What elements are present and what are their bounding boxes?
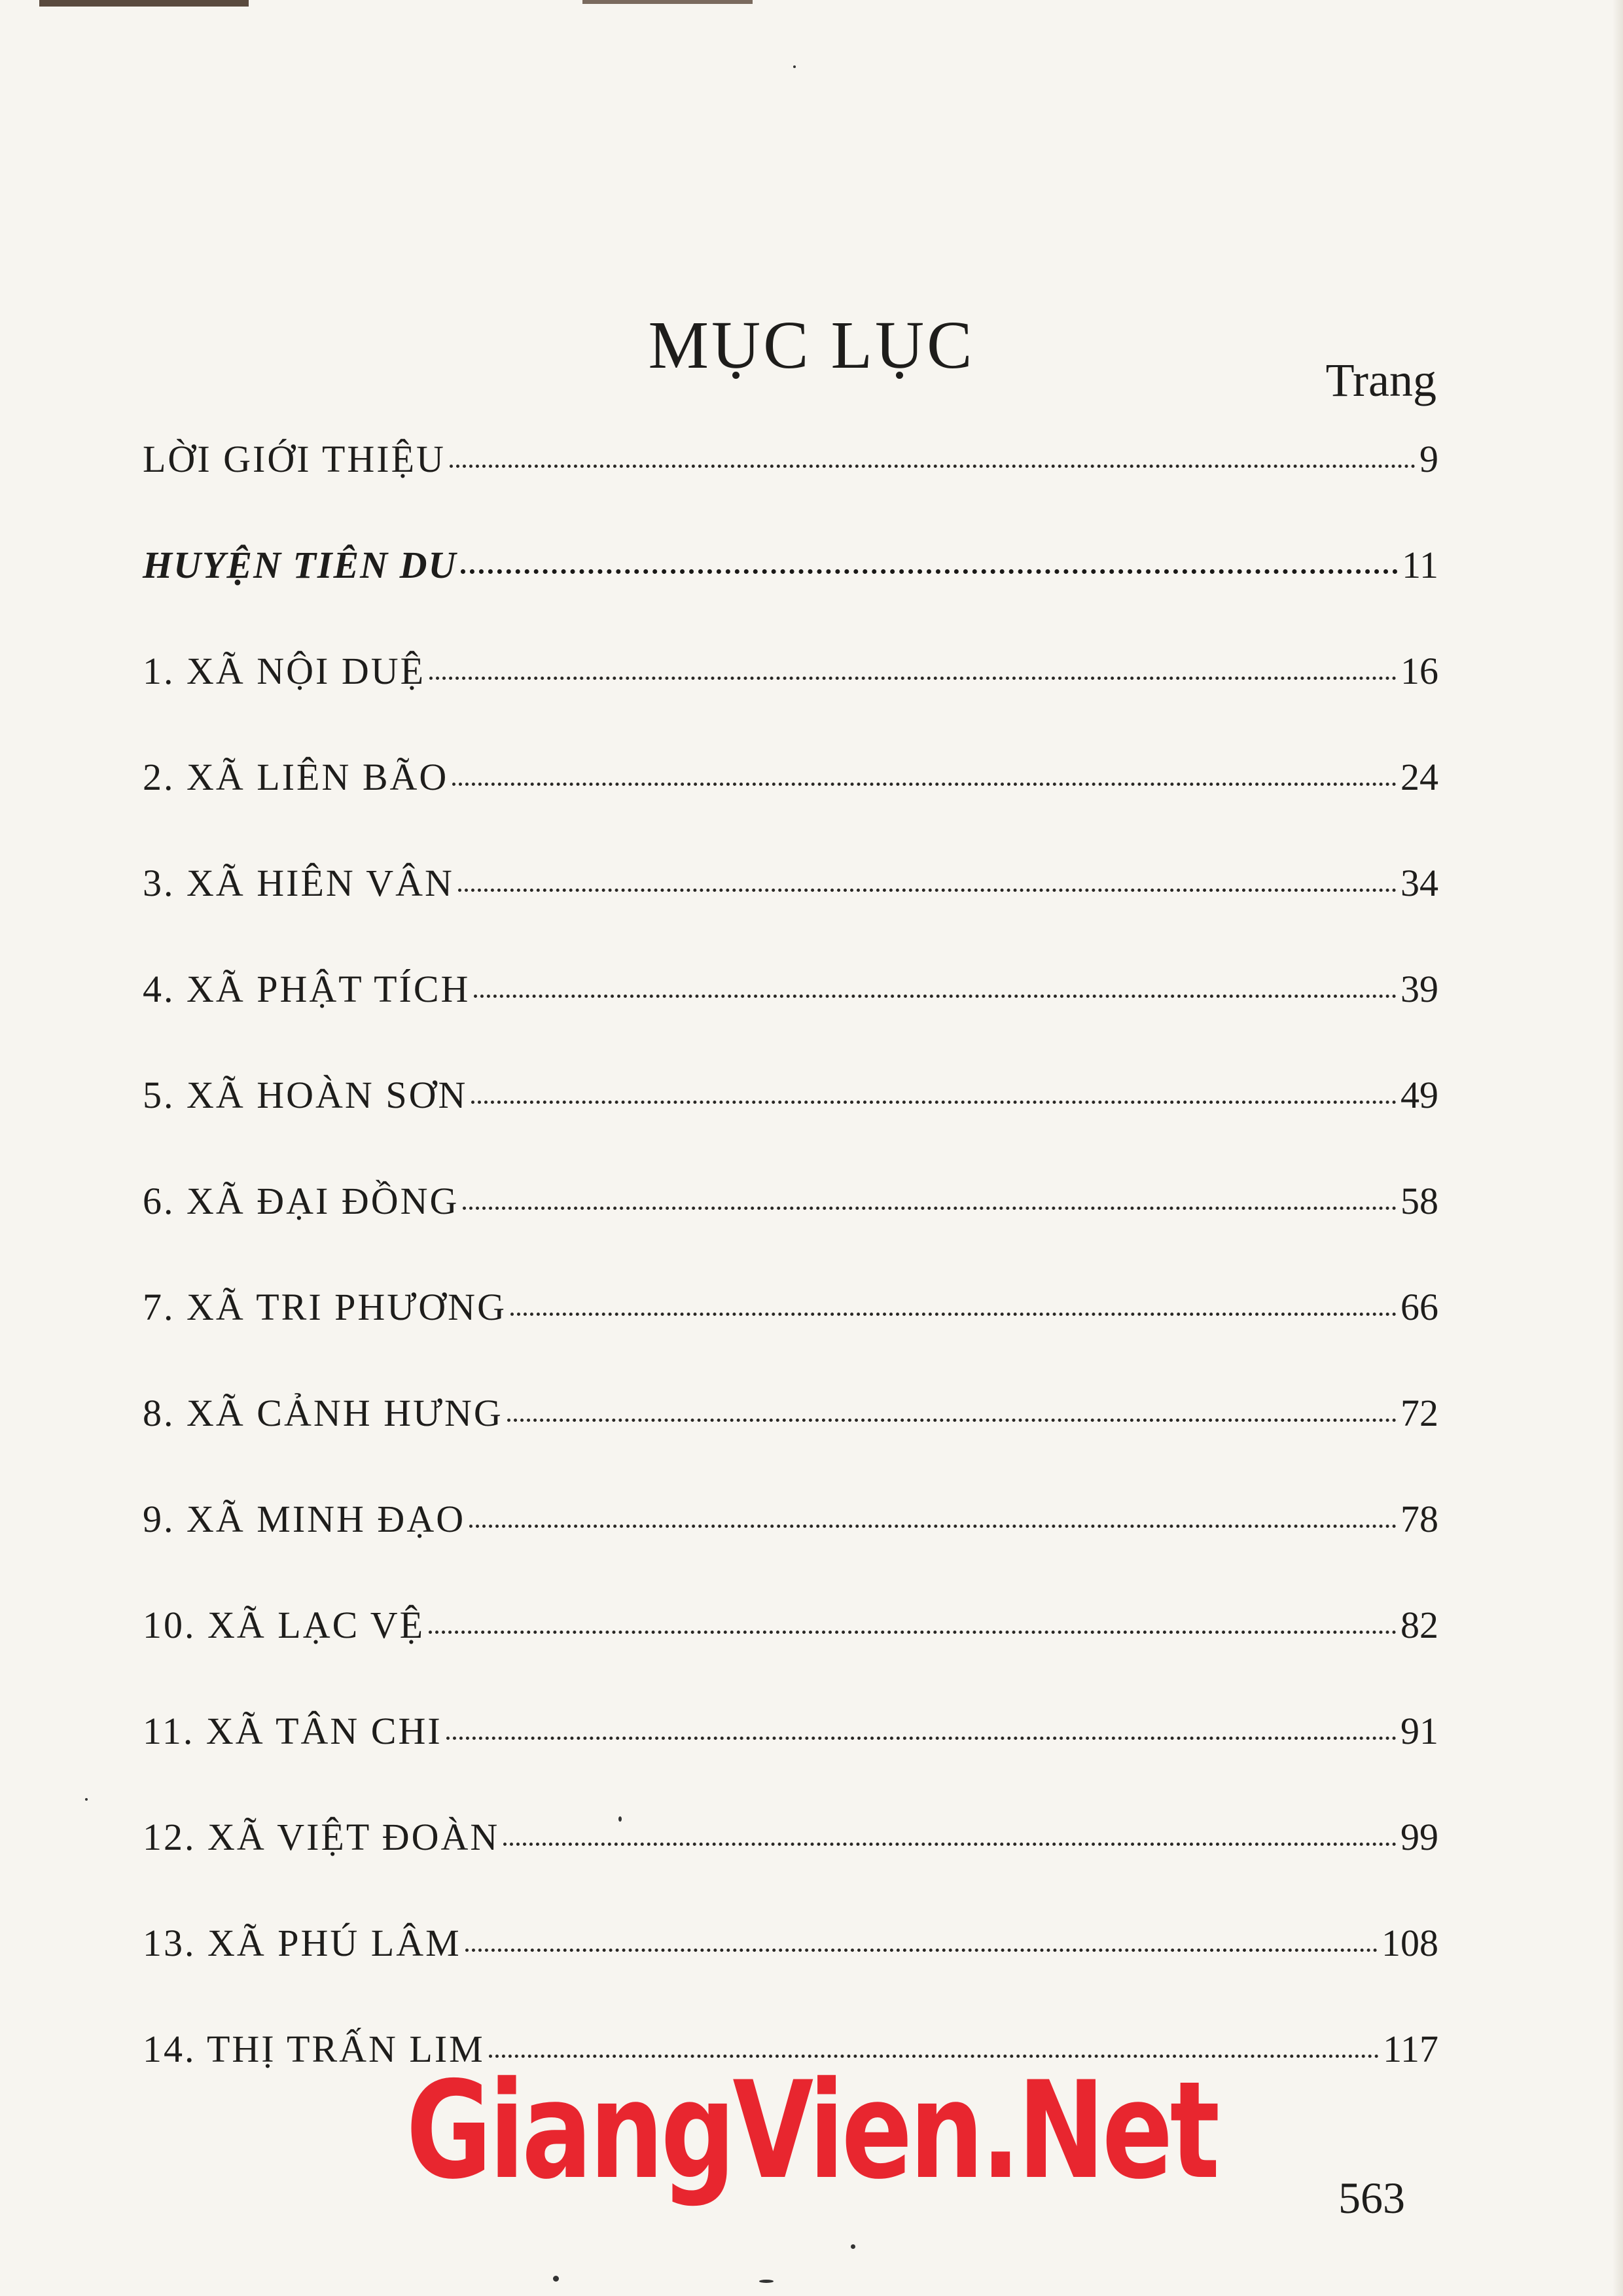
page-title: MỤC LỤC	[648, 307, 975, 383]
toc-entry	[143, 1285, 1438, 1348]
toc-entry-label: 10. XÃ LẠC VỆ	[143, 1604, 425, 1646]
toc-entry	[143, 1815, 1438, 1878]
toc-entry-page: 99	[1400, 1816, 1438, 1858]
toc-entry-page: 34	[1400, 862, 1438, 904]
toc-section-heading	[143, 543, 1438, 606]
toc-entry-page: 9	[1419, 438, 1438, 480]
toc-leader-dots	[463, 1207, 1397, 1210]
toc-entry-label: 8. XÃ CẢNH HƯNG	[143, 1392, 503, 1434]
toc-entry	[143, 1391, 1438, 1454]
toc-entry-label: 5. XÃ HOÀN SƠN	[143, 1074, 468, 1116]
toc-entry-page: 78	[1400, 1498, 1438, 1540]
toc-entry	[143, 1179, 1438, 1242]
toc-leader-dots	[461, 569, 1398, 574]
toc-leader-dots	[471, 1101, 1397, 1104]
scan-speck	[553, 2276, 559, 2282]
toc-entry-label: LỜI GIỚI THIỆU	[143, 438, 446, 480]
toc-entry-label: 13. XÃ PHÚ LÂM	[143, 1922, 461, 1964]
toc-entry-page: 11	[1402, 544, 1438, 586]
toc-leader-dots	[429, 1631, 1397, 1634]
toc-leader-dots	[450, 465, 1416, 468]
toc-leader-dots	[469, 1525, 1397, 1528]
toc-entry	[143, 437, 1438, 500]
toc-leader-dots	[446, 1737, 1397, 1740]
scan-speck	[85, 1798, 88, 1801]
toc-entry	[143, 861, 1438, 924]
toc-entry-label: 12. XÃ VIỆT ĐOÀN	[143, 1816, 500, 1858]
toc-entry-label: 6. XÃ ĐẠI ĐỒNG	[143, 1180, 459, 1222]
page-column-header: Trang	[1325, 354, 1436, 406]
toc-entry	[143, 1497, 1438, 1560]
toc-entry-page: 39	[1400, 968, 1438, 1010]
scan-speck	[793, 65, 796, 68]
toc-entry-label: 3. XÃ HIÊN VÂN	[143, 862, 454, 904]
toc-entry-page: 117	[1383, 2028, 1438, 2070]
toc-leader-dots	[452, 783, 1397, 786]
watermark-logo: GiangVien.Net	[406, 2053, 1217, 2209]
toc-leader-dots	[474, 995, 1397, 998]
toc-entry-label: 11. XÃ TÂN CHI	[143, 1710, 442, 1752]
toc-leader-dots	[510, 1313, 1397, 1316]
toc-entry	[143, 967, 1438, 1030]
toc-entry	[143, 1709, 1438, 1772]
toc-entry-label: 9. XÃ MINH ĐẠO	[143, 1498, 466, 1540]
toc-entry-page: 66	[1400, 1286, 1438, 1328]
toc-entry-page: 58	[1400, 1180, 1438, 1222]
scan-speck	[618, 1816, 622, 1822]
scan-speck	[851, 2244, 855, 2249]
toc-entry	[143, 649, 1438, 712]
toc-entry-page: 108	[1382, 1922, 1438, 1964]
toc-entry	[143, 1603, 1438, 1666]
scan-edge-top-center	[582, 0, 753, 4]
toc-entry-label: 1. XÃ NỘI DUỆ	[143, 650, 426, 692]
toc-entry-label: 2. XÃ LIÊN BÃO	[143, 756, 449, 798]
toc-leader-dots	[465, 1949, 1378, 1952]
toc-entry	[143, 1073, 1438, 1136]
toc-entry-label: 14. THỊ TRẤN LIM	[143, 2028, 485, 2070]
toc-entry-page: 91	[1400, 1710, 1438, 1752]
scan-edge-top-left	[39, 0, 249, 7]
scan-speck	[759, 2280, 774, 2283]
toc-leader-dots	[458, 889, 1397, 892]
toc-leader-dots	[503, 1843, 1397, 1846]
toc-leader-dots	[507, 1419, 1397, 1422]
toc-entry-page: 82	[1400, 1604, 1438, 1646]
toc-entry-label: 7. XÃ TRI PHƯƠNG	[143, 1286, 507, 1328]
page-number: 563	[1338, 2173, 1405, 2223]
toc-entry-page: 24	[1400, 756, 1438, 798]
toc-entry-page: 16	[1400, 650, 1438, 692]
toc-leader-dots	[429, 677, 1397, 680]
toc-entry-label: 4. XÃ PHẬT TÍCH	[143, 968, 471, 1010]
toc-entry-page: 72	[1400, 1392, 1438, 1434]
toc-entry-page: 49	[1400, 1074, 1438, 1116]
toc-entry	[143, 1921, 1438, 1984]
toc-entry	[143, 755, 1438, 818]
toc-section-label: HUYỆN TIÊN DU	[143, 544, 457, 586]
